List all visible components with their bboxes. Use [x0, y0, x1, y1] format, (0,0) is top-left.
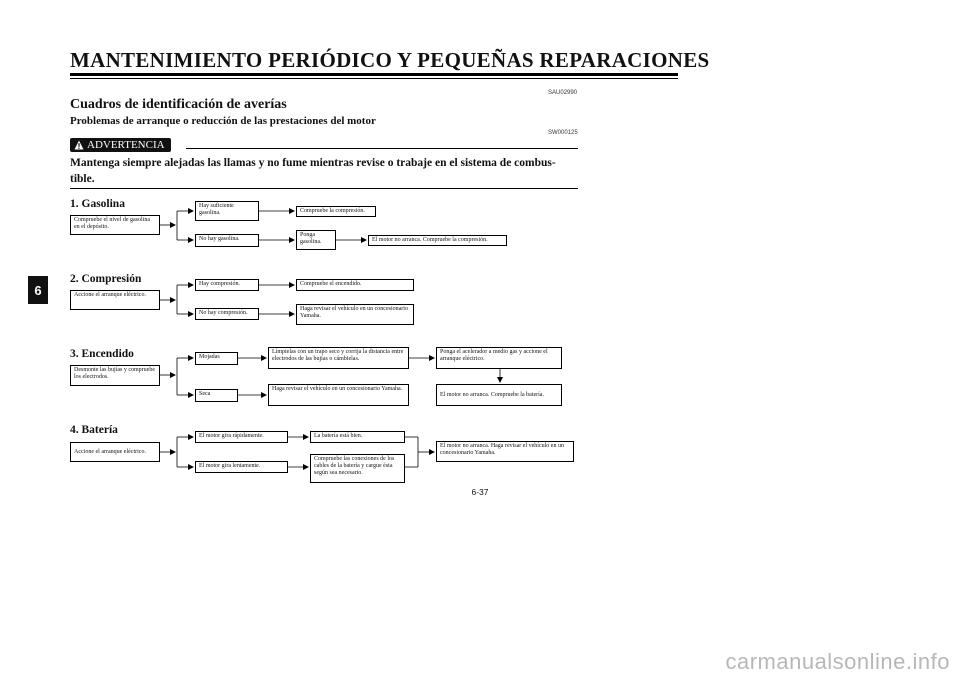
compresion-yes-box: Hay compresión.: [195, 279, 259, 291]
compresion-start-box: Accione el arranque eléctrico.: [70, 290, 160, 310]
bateria-fast-box: El motor gira rápidamente.: [195, 431, 288, 443]
encendido-wet-action-box: Límpielas con un trapo seco y corrija la distancia entre electrodos de las bujías o cámbielas.: [268, 347, 409, 369]
encendido-dry-action-box: Haga revisar el vehículo en un concesionario Yamaha.: [268, 384, 409, 406]
gasolina-start-box: Compruebe el nivel de gasolina en el depósito.: [70, 215, 160, 235]
gasolina-no-result-box: El motor no arranca. Compruebe la compresión.: [368, 235, 507, 246]
warning-code: SW000125: [548, 130, 578, 136]
page-number: 6-37: [471, 487, 489, 497]
watermark: carmanualsonline.info: [725, 649, 950, 674]
encendido-dry-box: Seca: [195, 389, 238, 402]
encendido-wet-box: Mojadas: [195, 352, 238, 365]
gasolina-yes-box: Hay suficiente gasolina.: [195, 201, 259, 221]
encendido-title: 3. Encendido: [70, 348, 134, 360]
gasolina-no-box: No hay gasolina.: [195, 234, 259, 247]
bateria-title: 4. Batería: [70, 424, 118, 436]
warning-text: Mantenga siempre alejadas las llamas y no fume mientras revise o trabaje en el sistema de combus-tible.: [70, 157, 556, 185]
compresion-no-action-box: Haga revisar el vehículo en un concesionario Yamaha.: [296, 304, 414, 325]
gasolina-no-action-box: Ponga gasolina.: [296, 230, 336, 250]
bateria-fast-action-box: La batería está bien.: [310, 431, 405, 443]
gasolina-yes-action-box: Compruebe la compresión.: [296, 206, 376, 217]
section-code: SAU02990: [548, 90, 578, 96]
bateria-slow-action-box: Compruebe las conexiones de los cables de la batería y cargue ésta según sea necesario.: [310, 454, 405, 483]
bateria-slow-box: El motor gira lentamente.: [195, 461, 288, 473]
encendido-wet-next-box: Ponga el acelerador a medio gas y accione el arranque eléctrico.: [436, 347, 562, 369]
compresion-no-box: No hay compresión.: [195, 308, 259, 320]
compresion-yes-action-box: Compruebe el encendido.: [296, 279, 414, 291]
bateria-start-box: Accione el arranque eléctrico.: [70, 442, 160, 462]
section-title: Cuadros de identificación de averías: [70, 97, 287, 112]
section-subtitle: Problemas de arranque o reducción de las prestaciones del motor: [70, 115, 376, 127]
gasolina-title: 1. Gasolina: [70, 198, 125, 210]
page-title: MANTENIMIENTO PERIÓDICO Y PEQUEÑAS REPARACIONES: [70, 48, 710, 72]
bateria-result-box: El motor no arranca. Haga revisar el vehículo en un concesionario Yamaha.: [436, 441, 574, 462]
warning-label: ADVERTENCIA: [87, 139, 165, 151]
encendido-start-box: Desmonte las bujías y compruebe los electrodos.: [70, 365, 160, 386]
chapter-tab[interactable]: 6: [28, 276, 48, 304]
compresion-title: 2. Compresión: [70, 273, 142, 285]
encendido-wet-result-box: El motor no arranca. Compruebe la batería.: [436, 384, 562, 406]
